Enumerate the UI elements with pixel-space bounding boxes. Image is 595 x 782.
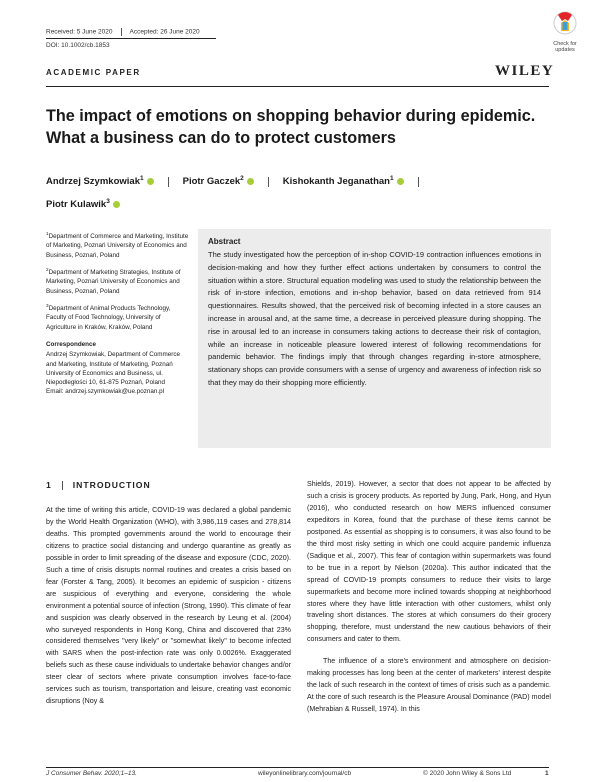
affiliation-sup: 2 bbox=[46, 266, 49, 272]
publisher-logo: WILEY bbox=[495, 63, 555, 79]
author-3[interactable] bbox=[283, 176, 404, 187]
author-2[interactable] bbox=[183, 176, 254, 187]
header-rule bbox=[46, 38, 216, 39]
affiliation-1 bbox=[46, 229, 191, 260]
author-sup: 1 bbox=[139, 175, 144, 182]
accepted-date: Accepted: 26 June 2020 bbox=[129, 28, 200, 36]
affiliation-text: Department of Animal Products Technology, Faculty of Food Technology, University of Agriculture in Kraków, Kraków, Poland bbox=[46, 305, 171, 331]
abstract-text: The study investigated how the perception of in-shop COVID-19 contraction influences emotions in decision-making and how they further effect actions undertaken by consumers to control the situation within a store. Structural equation modeling was used to study the relationship between the risk of in-store infection, emotions and in-shop behavior, based on data retrieved from 914 questionnaires. Results showed, that the perceived risk of becoming infected in a store causes an increase in arousal and, at the same time, a decrease in perceived pleasure during shopping. The rise in arousal led to an increase in consumers taking actions to decrease their risk of contagion, while an increase in noticeable pleasure lowered interest of following recommendations for pandemic behavior. The findings imply that through changes regarding in-store atmosphere, stationary shops can provide consumers with a sense of urgency and awareness of infection risk so that they may do their shopping more efficiently. bbox=[208, 250, 541, 387]
check-for-updates-badge[interactable] bbox=[547, 10, 583, 53]
crossmark-label-2: updates bbox=[555, 47, 575, 53]
paragraph: The influence of a store's environment and atmosphere on decision-making processes has long been at the center of marketers' interest despite the lack of such research in the context of times of crisis such as a pandemic. At the core of such research is the Pleasure Arousal Dominance (PAD) model (Mehrabian & Russell, 1974). In this bbox=[307, 657, 551, 714]
affiliation-sup: 3 bbox=[46, 302, 49, 308]
correspondence-text: Andrzej Szymkowiak, Department of Commerce and Marketing, Institute of Marketing, Poznań University of Economics and Business, ul. Niepodległości 10, 61-875 Poznań, Poland bbox=[46, 351, 181, 387]
article-type: ACADEMIC PAPER bbox=[46, 68, 141, 77]
paragraph: At the time of writing this article, COVID-19 was declared a global pandemic by the World Health Organization (WHO), with 3,986,119 cases and 278,814 deaths. This prompted governments around the world to encourage their citizens to practice social distancing and undergo quarantine as greatly as possible in order to limit spreading of the disease and exposure (CDC, 2020). Such a time of crisis disrupts normal routines and creates a crisis based on fear (Forster & Tang, 2005). It becomes an epidemic of suspicion - citizens are suspicious of everything and everyone, considering the whole environment a potential source of infection (Strong, 1990). This climate of fear and suspicion was clearly observed in the research by Leung et al. (2004) who surveyed respondents in Hong Kong, China and discovered that 23% considered themselves "very likely" or "somewhat likely" to become infected with SARS when the post-infection rate was only 0.0026%. Exaggerated beliefs such as these cause individuals to undertake behavior changes and/or steer clear of sectors where private consumption involves face-to-face services such as tourism, transportation and leisure, creating vast economic disruptions (Noy & bbox=[46, 506, 291, 706]
affiliation-2 bbox=[46, 265, 191, 296]
footer-rule bbox=[46, 767, 549, 768]
abstract-heading: Abstract bbox=[208, 237, 241, 246]
orcid-icon[interactable] bbox=[113, 201, 120, 208]
affiliation-text: Department of Marketing Strategies, Institute of Marketing, Poznań University of Economics and Business, Poznań, Poland bbox=[46, 269, 181, 295]
page-number: 1 bbox=[545, 770, 549, 777]
received-date: Received: 5 June 2020 bbox=[46, 28, 113, 36]
author-name: Piotr Kulawik bbox=[46, 199, 107, 211]
separator bbox=[168, 177, 169, 187]
author-name: Piotr Gaczek bbox=[182, 176, 241, 188]
section-number: 1 bbox=[46, 480, 52, 490]
section-title: INTRODUCTION bbox=[72, 480, 151, 490]
abstract-box bbox=[198, 229, 551, 448]
author-name: Kishokanth Jeganathan bbox=[282, 176, 390, 188]
orcid-icon[interactable] bbox=[247, 178, 254, 185]
author-name: Andrzej Szymkowiak bbox=[46, 176, 140, 188]
author-1[interactable] bbox=[46, 176, 154, 187]
right-column bbox=[307, 479, 551, 716]
crossmark-icon bbox=[547, 10, 583, 36]
correspondence-heading: Correspondence bbox=[46, 340, 97, 348]
paragraph: Shields, 2019). However, a sector that does not appear to be affected by such a crisis is grocery products. As reported by Jung, Park, Hong, and Hyun (2016), who conducted research on how MERS influenced consumer expeditors in Korea, found that the purchase of these items cannot be postponed. As essential as shopping is to consumers, it was also found to be the third most risky setting in which one could acquire pandemic influenza (Sadique et al., 2007). This fear of contagion within supermarkets was found to be true in a report by Nielson (2020a). This author indicated that the spread of COVID-19 prompts consumers to reduce their visits to large supermarkets and become more inclined towards shopping at neighborhood stores where they have little interaction with other customers, whilst only traveling short distances. The stores at which consumers do their grocery shopping, therefore, must understand the new cautious behaviors of their consumers and cater to them. bbox=[307, 480, 551, 644]
journal-citation: J Consumer Behav. 2020;1–13. bbox=[46, 770, 137, 777]
author-sup: 2 bbox=[240, 175, 244, 182]
copyright: © 2020 John Wiley & Sons Ltd bbox=[423, 770, 512, 777]
orcid-icon[interactable] bbox=[397, 178, 404, 185]
journal-url[interactable]: wileyonlinelibrary.com/journal/cb bbox=[258, 770, 352, 777]
crossmark-label-1: Check for bbox=[553, 41, 577, 47]
received-accepted-line bbox=[46, 28, 200, 36]
affiliation-sup: 1 bbox=[46, 231, 49, 236]
top-rule bbox=[46, 86, 549, 87]
article-title: The impact of emotions on shopping behavior during epidemic. What a business can do to protect customers bbox=[46, 107, 536, 147]
affiliations bbox=[46, 229, 191, 402]
affiliation-3 bbox=[46, 301, 191, 332]
correspondence-email[interactable]: Email: andrzej.szymkowiak@ue.poznan.pl bbox=[46, 388, 165, 396]
author-sup: 3 bbox=[106, 198, 110, 206]
left-column bbox=[46, 505, 291, 708]
separator bbox=[268, 177, 269, 187]
separator bbox=[121, 28, 122, 36]
orcid-icon[interactable] bbox=[147, 178, 154, 185]
author-list bbox=[46, 169, 551, 215]
separator bbox=[62, 481, 63, 490]
author-sup: 1 bbox=[389, 175, 394, 182]
separator bbox=[418, 177, 419, 187]
doi[interactable]: DOI: 10.1002/cb.1853 bbox=[46, 42, 110, 49]
author-4[interactable] bbox=[46, 199, 120, 210]
section-heading bbox=[46, 480, 151, 490]
affiliation-text: Department of Commerce and Marketing, Institute of Marketing, Poznań University of Economics and Business, Poznań, Poland bbox=[46, 233, 189, 259]
